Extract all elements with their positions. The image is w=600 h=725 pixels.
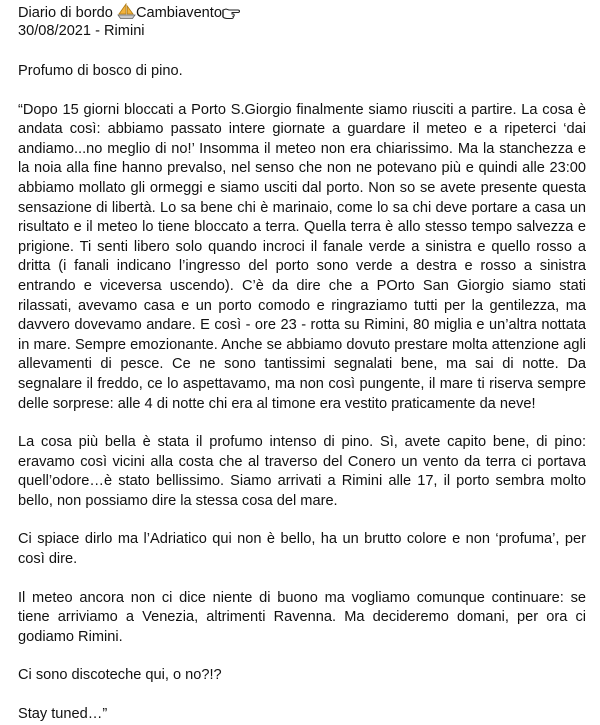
paragraph-1: “Dopo 15 giorni bloccati a Porto S.Giorgio finalmente siamo riusciti a partire. La cosa è andata così: abbiamo passato intere giornate a guardare il meteo e a ripeterci ‘dai andiamo...no meglio di no!’ Insomma il meteo non era chiarissimo. Ma la stanchezza e la noia alla fine hanno prevalso, nel senso che non ne potevano più e quindi alle 23:00 abbiamo mollato gli ormeggi e siamo usciti dal porto. Non so se avete presente questa sensazione di libertà. Lo sa bene chi è marinaio, come lo sa chi deve portare a casa un risultato e il meteo lo tiene bloccato a terra. Quella terra è allo stesso tempo salvezza e prigione. Ti senti libero solo quando incroci il fanale verde a sinistra e quello rosso a dritta (i fanali indicano l’ingresso del porto sono verde a destra e rosso a sinistra entrando e viceversa uscendo). C’è da dire che a POrto San Giorgio siamo stati rilassati, avevamo casa e un porto comodo e ringraziamo tutti per la gentilezza, ma davvero dovevamo andare. E così - ore 23 - rotta su Rimini, 80 miglia e un’altra nottata in mare. Sempre emozionante. Anche se abbiamo dovuto prestare molta attenzione agli allevamenti di pesce. Ce ne sono tantissimi segnalati bene, ma sai di notte. Da segnalare il freddo, ce lo aspettavamo, ma non così pungente, il mare ti riserva sempre delle sorprese: alle 4 di notte chi era al timone era vestito praticamente da neve! bbox=[18, 101, 586, 412]
paragraph-3: Ci spiace dirlo ma l’Adriatico qui non è bello, ha un brutto colore e non ‘profuma’, per così dire. bbox=[18, 531, 586, 568]
date-place: 30/08/2021 - Rimini bbox=[18, 23, 145, 39]
pointing-hand-icon bbox=[222, 6, 240, 27]
paragraph-4: Il meteo ancora non ci dice niente di buono ma vogliamo comunque continuare: se tiene arriviamo a Venezia, altrimenti Ravenna. Ma decideremo domani, per ora ci godiamo Rimini. bbox=[18, 589, 586, 645]
closing-line: Stay tuned…” bbox=[18, 706, 108, 723]
diary-header bbox=[18, 3, 586, 22]
diary-label: Diario di bordo bbox=[18, 5, 113, 21]
paragraph-5: Ci sono discoteche qui, o no?!? bbox=[18, 667, 222, 684]
diary-document bbox=[18, 3, 586, 725]
boat-name: Cambiavento bbox=[135, 5, 222, 21]
paragraph-2: La cosa più bella è stata il profumo intenso di pino. Sì, avete capito bene, di pino: eravamo così vicini alla costa che al traverso del Conero un vento da terra ci portava quell’odore…è stato bellissimo. Siamo arrivati a Rimini alle 17, il porto sembra molto bello, non possiamo dire la stessa cosa del mare. bbox=[18, 434, 586, 509]
entry-title: Profumo di bosco di pino. bbox=[18, 63, 183, 79]
